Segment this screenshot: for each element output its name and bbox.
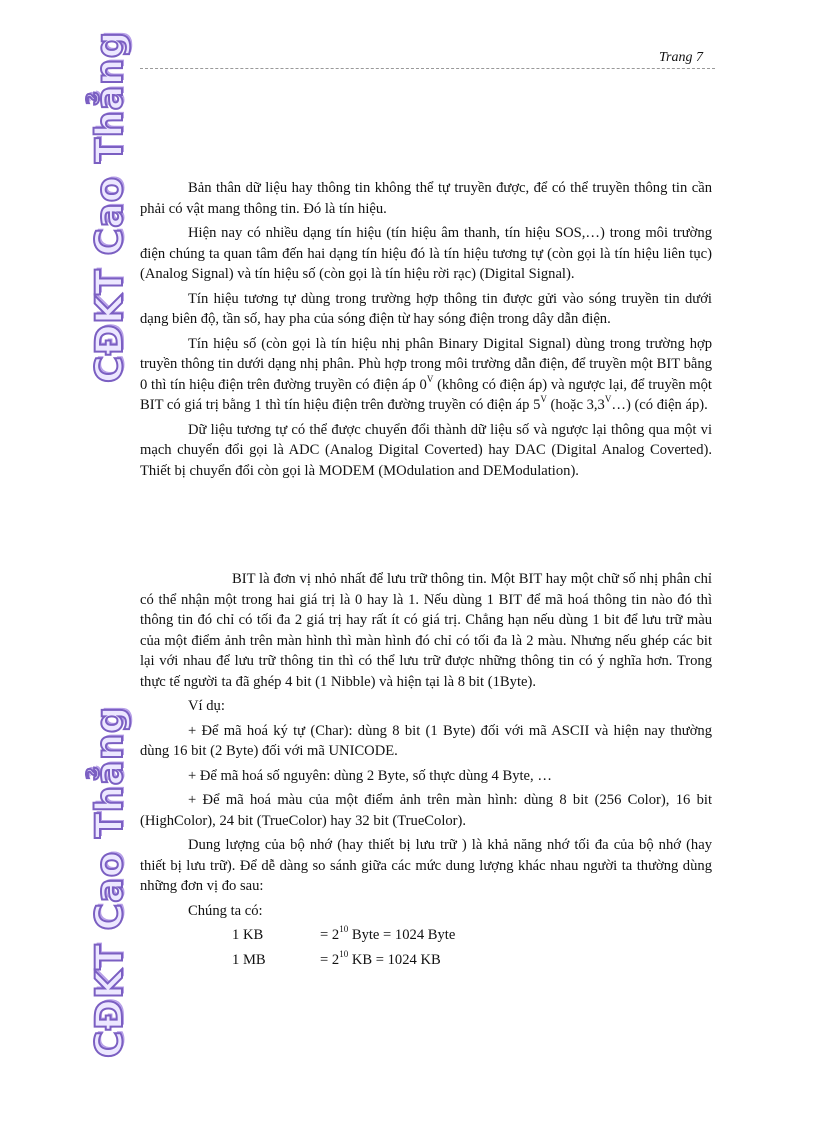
example-number: + Để mã hoá số nguyên: dùng 2 Byte, số thực dùng 4 Byte, … [188, 767, 552, 784]
paragraph-analog: Tín hiệu tương tự dùng trong trường hợp thông tin được gửi vào sóng truyền tin dưới dạng biên độ, tần số, hay pha của sóng điện từ hay sóng điện trong dây dẫn điện. [140, 290, 712, 327]
paragraph-capacity: Dung lượng của bộ nhớ (hay thiết bị lưu trữ ) là khả năng nhớ tối đa của bộ nhớ (hay thiết bị lưu trữ). Để dễ dàng so sánh giữa các mức dung lượng khác nhau người ta thường dùng những đơn vị đo sau: [140, 837, 712, 894]
unit-row-mb: 1 MB = $2^{10}$ KB = 1024 KB [232, 948, 441, 968]
paragraph-intro: Bản thân dữ liệu hay thông tin không thể tự truyền được, để có thể truyền thông tin cần phải có vật mang thông tin. Đó là tín hiệu. [140, 180, 712, 217]
example-char: + Để mã hoá ký tự (Char): dùng 8 bit (1 Byte) đối với mã ASCII và hiện nay thường dùng 16 bit (2 Byte) đối với mã UNICODE. [140, 722, 712, 759]
paragraph-conversion: Dữ liệu tương tự có thể được chuyển đổi thành dữ liệu số và ngược lại thông qua một vi mạch chuyển đổi gọi là ADC (Analog Digital Coverted) hay DAC (Digital Analog Coverted). Thiết bị chuyển đổi còn gọi là MODEM (MOdulation and DEModulation). [140, 421, 712, 479]
section-gap [140, 485, 712, 569]
example-label: Ví dụ: [188, 698, 225, 714]
document-body [140, 178, 712, 974]
unit-row-kb: 1 KB = $2^{10}$ Byte = 1024 Byte [232, 924, 456, 943]
paragraph-digital: Tín hiệu số (còn gọi là tín hiệu nhị phân Binary Digital Signal) dùng trong trường hợp truyền thông tin dưới dạng nhị phân. Phù hợp trong môi trường dẫn điện, để truyền một BIT bằng 0 thì tín hiệu điện trên đường truyền có điện áp $0^V$ (không có điện áp) và ngược lại, để truyền một BIT có giá trị bằng 1 thì tín hiệu điện trên đường truyền có điện áp $5^V$ (hoặc $3,3^V\dots$) (có điện áp). [140, 335, 712, 413]
watermark-bottom: CĐKT Cao Thẳng [88, 706, 131, 1058]
units-intro: Chúng ta có: [188, 902, 263, 919]
paragraph-signal-types: Hiện nay có nhiều dạng tín hiệu (tín hiệu âm thanh, tín hiệu SOS,…) trong môi trường điện chúng ta quan tâm đến hai dạng tín hiệu đó là tín hiệu tương tự (còn gọi là tín hiệu liên tục) (Analog Signal) và tín hiệu số (còn gọi là tín hiệu rời rạc) (Digital Signal). [140, 225, 712, 282]
watermark-top: CĐKT Cao Thẳng [88, 31, 131, 383]
page-header [140, 48, 715, 69]
example-color: + Để mã hoá màu của một điểm ảnh trên màn hình: dùng 8 bit (256 Color), 16 bit (HighColor), 24 bit (TrueColor) hay 32 bit (TrueColor). [140, 792, 712, 829]
page-number: Trang 7 [659, 50, 703, 65]
paragraph-bit: BIT là đơn vị nhỏ nhất để lưu trữ thông tin. Một BIT hay một chữ số nhị phân chỉ có thể nhận một trong hai giá trị là 0 hay là 1. Nếu dùng 1 BIT để mã hoá thông tin nào đó thì thông tin đó chỉ có tối đa 2 giá trị hay rất ít có giá trị. Chẳng hạn nếu dùng 1 bit để lưu trữ màu của một điểm ảnh trên màn hình thì màn hình đó chỉ có tối đa là 2 màu. Nhưng nếu ghép các bit lại với nhau để lưu trữ thông tin thì có thể lưu trữ được những thông tin có ý nghĩa hơn. Trong thực tế người ta đã ghép 4 bit (1 Nibble) và hiện tại là 8 bit (1Byte). [140, 571, 712, 690]
